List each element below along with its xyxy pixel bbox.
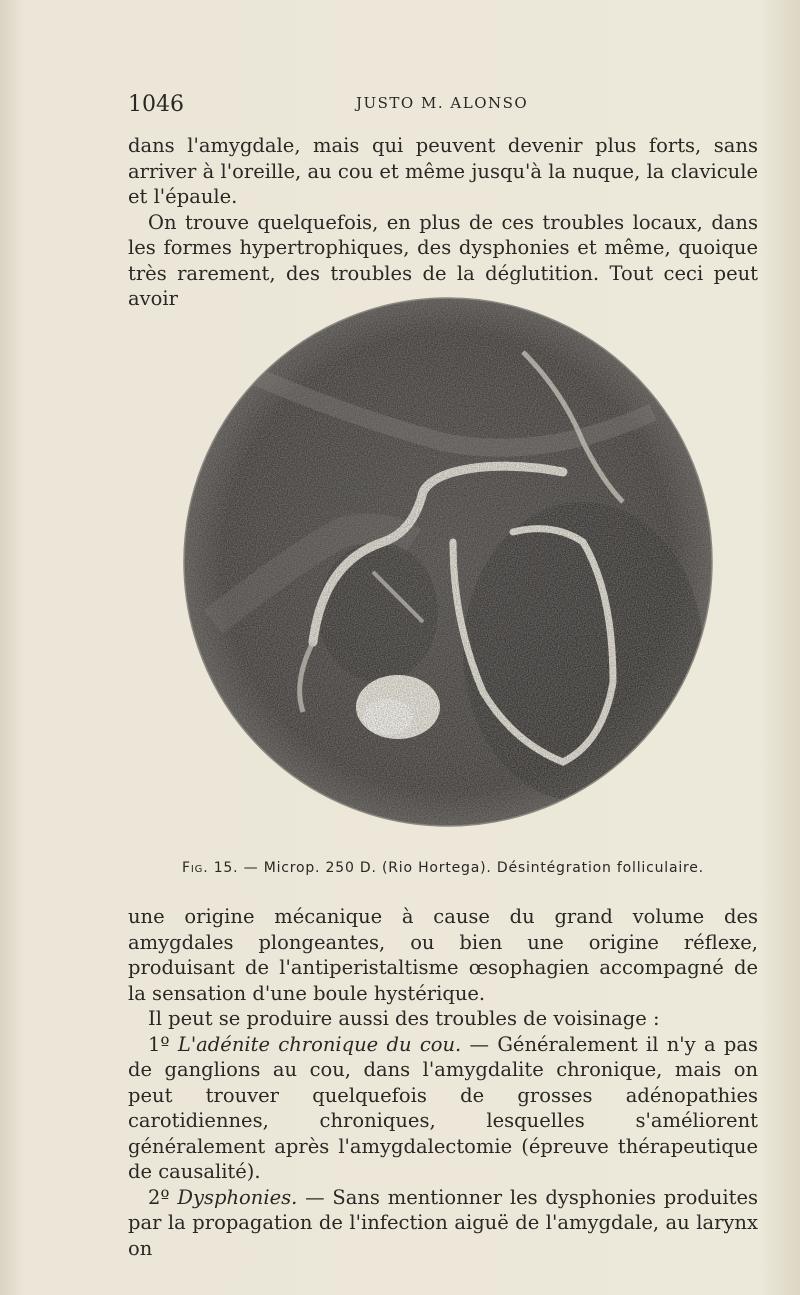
item-number: 1º	[148, 1032, 170, 1056]
bottom-text-block	[128, 904, 758, 1261]
item-text: — Généralement il n'y a pas de ganglions au cou, dans l'amygdalite chronique, mais on peut trouver quelquefois de grosses adénopathies carotidiennes, chroniques, lesquelles s'améliorent généralement après l'amygdalectomie (épreuve thérapeutique de causalité).	[128, 1032, 758, 1183]
paragraph: une origine mécanique à cause du grand volume des amygdales plongeantes, ou bien une origine réflexe, produisant de l'antiperistaltisme œsophagien accompagné de la sensation d'une boule hystérique.	[128, 905, 758, 1005]
figure-label: Fig. 15.	[182, 860, 239, 876]
item-number: 2º	[148, 1185, 170, 1209]
figure-caption-text: — Microp. 250 D. (Rio Hortega). Désintégration folliculaire.	[243, 860, 704, 876]
micrograph-figure	[183, 292, 713, 832]
item-title: Dysphonies.	[177, 1185, 298, 1209]
list-item	[128, 1032, 758, 1185]
paragraph: Il peut se produire aussi des troubles de voisinage :	[148, 1007, 660, 1030]
item-text: — Sans mentionner les dysphonies produites par la propagation de l'infection aiguë de l'amygdale, au larynx on	[128, 1185, 759, 1260]
list-item	[128, 1185, 758, 1262]
top-text-block	[128, 133, 758, 312]
item-title: L'adénite chronique du cou.	[177, 1032, 462, 1056]
paragraph: On trouve quelquefois, en plus de ces troubles locaux, dans les formes hypertrophiques, des dysphonies et même, quoique très rarement, des troubles de la déglutition. Tout ceci peut avoir	[128, 210, 758, 310]
paragraph: dans l'amygdale, mais qui peuvent devenir plus forts, sans arriver à l'oreille, au cou et même jusqu'à la nuque, la clavicule et l'épaule.	[128, 134, 758, 208]
page-number: 1046	[128, 92, 184, 117]
page-header	[128, 92, 768, 118]
running-head: JUSTO M. ALONSO	[356, 94, 529, 112]
figure-caption	[128, 860, 758, 876]
